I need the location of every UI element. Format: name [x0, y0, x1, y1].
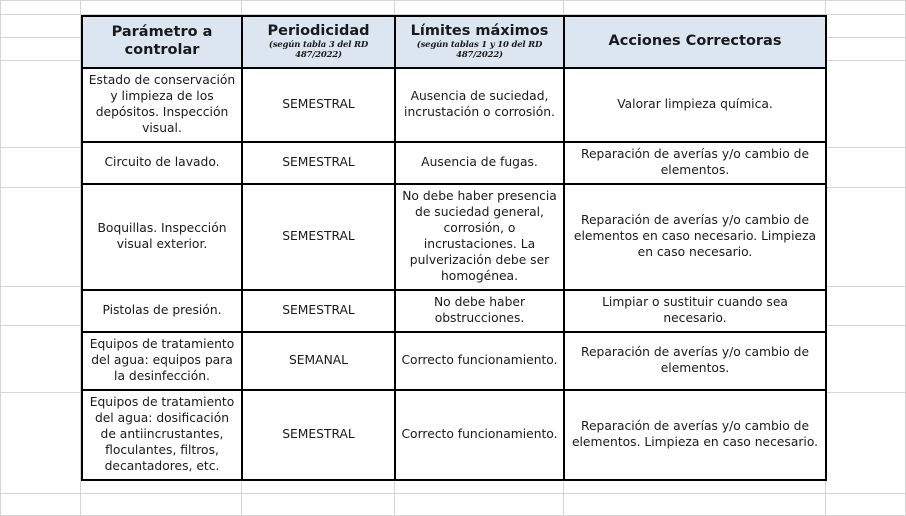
cell-limites: No debe haber presencia de suciedad general, corrosión, o incrustaciones. La pulverización debe ser homogénea.: [395, 184, 564, 290]
column-header-periodicidad-subtitle: (según tabla 3 del RD 487/2022): [268, 40, 369, 60]
column-header-limites-subtitle: (según tablas 1 y 10 del RD 487/2022): [416, 40, 543, 60]
cell-acciones: Reparación de averías y/o cambio de elementos.: [564, 142, 826, 184]
column-header-limites-title: Límites máximos: [410, 23, 549, 39]
column-header-acciones: [564, 16, 826, 68]
cell-parametro: Equipos de tratamiento del agua: dosificación de antiincrustantes, floculantes, filtros, decantadores, etc.: [82, 390, 242, 480]
cell-acciones: Limpiar o sustituir cuando sea necesario.: [564, 290, 826, 332]
cell-periodicidad: SEMANAL: [242, 332, 395, 390]
table-row: [82, 184, 826, 290]
cell-parametro: Equipos de tratamiento del agua: equipos para la desinfección.: [82, 332, 242, 390]
cell-periodicidad: SEMESTRAL: [242, 142, 395, 184]
column-header-periodicidad: [242, 16, 395, 68]
sheet-gridline-horizontal: [0, 0, 906, 1]
cell-acciones: Reparación de averías y/o cambio de elementos. Limpieza en caso necesario.: [564, 390, 826, 480]
cell-acciones: Valorar limpieza química.: [564, 68, 826, 142]
table-header-row: [82, 16, 826, 68]
cell-parametro: Boquillas. Inspección visual exterior.: [82, 184, 242, 290]
table-row: [82, 332, 826, 390]
cell-limites: Correcto funcionamiento.: [395, 332, 564, 390]
column-header-acciones-title: Acciones Correctoras: [608, 33, 782, 50]
cell-parametro: Estado de conservación y limpieza de los depósitos. Inspección visual.: [82, 68, 242, 142]
cell-limites: Ausencia de fugas.: [395, 142, 564, 184]
cell-periodicidad: SEMESTRAL: [242, 390, 395, 480]
cell-limites: Correcto funcionamiento.: [395, 390, 564, 480]
sheet-gridline-vertical: [0, 0, 1, 516]
column-header-parametro: [82, 16, 242, 68]
cell-limites: No debe haber obstrucciones.: [395, 290, 564, 332]
table-row: [82, 68, 826, 142]
table-row: [82, 142, 826, 184]
table-row: [82, 290, 826, 332]
cell-periodicidad: SEMESTRAL: [242, 184, 395, 290]
sheet-gridline-horizontal: [0, 493, 906, 494]
column-header-parametro-title: Parámetro a controlar: [111, 24, 213, 58]
cell-periodicidad: SEMESTRAL: [242, 68, 395, 142]
cell-parametro: Circuito de lavado.: [82, 142, 242, 184]
maintenance-parameters-table: [81, 15, 827, 481]
column-header-periodicidad-title: Periodicidad: [267, 23, 370, 39]
column-header-limites: [395, 16, 564, 68]
cell-acciones: Reparación de averías y/o cambio de elementos.: [564, 332, 826, 390]
cell-periodicidad: SEMESTRAL: [242, 290, 395, 332]
cell-parametro: Pistolas de presión.: [82, 290, 242, 332]
table-row: [82, 390, 826, 480]
cell-limites: Ausencia de suciedad, incrustación o corrosión.: [395, 68, 564, 142]
cell-acciones: Reparación de averías y/o cambio de elementos en caso necesario. Limpieza en caso necesario.: [564, 184, 826, 290]
